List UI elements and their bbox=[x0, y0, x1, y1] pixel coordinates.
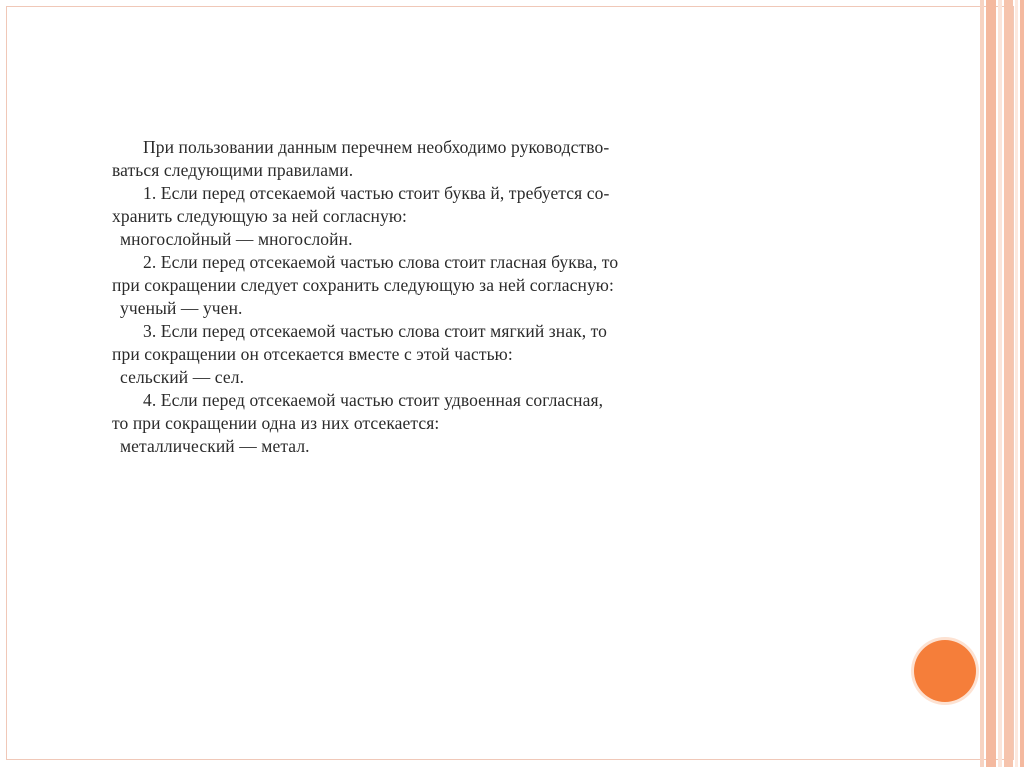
rule-3-line: 3. Если перед отсекаемой частью слова стоит мягкий знак, то bbox=[143, 321, 608, 341]
paragraph-line: При пользовании данным перечнем необходимо руководство- bbox=[143, 137, 610, 157]
stripe bbox=[998, 0, 1002, 767]
rule-4-example: металлический — метал. bbox=[120, 436, 310, 456]
rule-4-line: 4. Если перед отсекаемой частью стоит удвоенная согласная, bbox=[143, 390, 604, 410]
rule-3-example: сельский — сел. bbox=[120, 367, 245, 387]
rule-2-line: 2. Если перед отсекаемой частью слова стоит гласная буква, то bbox=[143, 252, 619, 272]
orange-circle-decoration bbox=[914, 640, 976, 702]
document-text bbox=[112, 136, 712, 458]
rule-2-example: ученый — учен. bbox=[120, 298, 243, 318]
rule-1-example: многослойный — многослойн. bbox=[120, 229, 353, 249]
rule-1-line: хранить следующую за ней согласную: bbox=[112, 206, 407, 226]
stripe bbox=[986, 0, 996, 767]
rule-1-line: 1. Если перед отсекаемой частью стоит буква й, требуется со- bbox=[143, 183, 610, 203]
paragraph-line: ваться следующими правилами. bbox=[112, 160, 354, 180]
decorative-stripes bbox=[980, 0, 1024, 767]
stripe bbox=[980, 0, 984, 767]
rule-4-line: то при сокращении одна из них отсекается: bbox=[112, 413, 440, 433]
stripe bbox=[1004, 0, 1013, 767]
stripe bbox=[1015, 0, 1018, 767]
rule-2-line: при сокращении следует сохранить следующую за ней согласную: bbox=[112, 275, 614, 295]
stripe bbox=[1020, 0, 1024, 767]
rule-3-line: при сокращении он отсекается вместе с этой частью: bbox=[112, 344, 513, 364]
